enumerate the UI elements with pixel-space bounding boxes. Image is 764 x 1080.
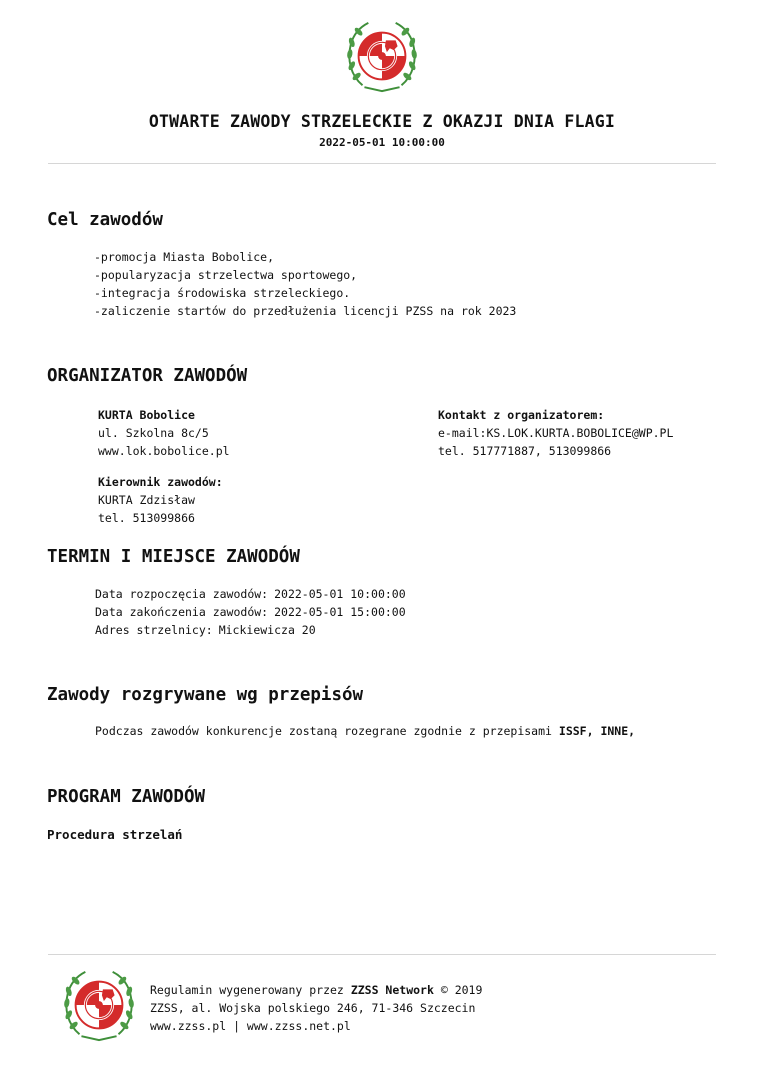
organizer-contact: [438, 406, 673, 460]
footer-divider: [48, 954, 716, 955]
rules-regulations: ISSF, INNE,: [558, 724, 636, 738]
footer-generator-link[interactable]: ZZSS Network: [350, 983, 434, 997]
organizer-name: KURTA Bobolice: [98, 408, 195, 422]
target-shield-icon: [359, 33, 406, 80]
end-value: 2022-05-01 15:00:00: [274, 605, 406, 619]
contact-phone: tel. 517771887, 513099866: [438, 444, 612, 458]
manager-name: KURTA Zdzisław: [98, 493, 195, 507]
rules-text: [95, 722, 635, 740]
schedule-end-row: [95, 603, 406, 621]
footer-text: [150, 981, 482, 1035]
header-divider: [48, 163, 716, 164]
manager-phone: tel. 513099866: [98, 511, 195, 525]
organizer-website: www.lok.bobolice.pl: [98, 444, 230, 458]
program-heading: PROGRAM ZAWODÓW: [47, 787, 206, 807]
contact-email: e-mail:KS.LOK.KURTA.BOBOLICE@WP.PL: [438, 426, 674, 440]
schedule-heading: TERMIN I MIEJSCE ZAWODÓW: [47, 547, 300, 567]
footer-generated-row: [150, 981, 482, 999]
venue-value: Mickiewicza 20: [218, 623, 316, 637]
start-value: 2022-05-01 10:00:00: [274, 587, 406, 601]
goals-heading: Cel zawodów: [47, 210, 163, 230]
schedule-venue-row: [95, 621, 406, 639]
rules-description: Podczas zawodów konkurencje zostaną rozegrane zgodnie z przepisami: [95, 724, 552, 738]
start-label: Data rozpoczęcia zawodów:: [95, 587, 269, 601]
document-datetime: 2022-05-01 10:00:00: [319, 136, 445, 149]
schedule-details: [95, 585, 406, 639]
footer-emblem-icon: [60, 966, 138, 1044]
venue-label: Adres strzelnicy:: [95, 623, 213, 637]
goals-item: -popularyzacja strzelectwa sportowego,: [94, 268, 358, 282]
goals-item: -zaliczenie startów do przedłużenia licencji PZSS na rok 2023: [94, 304, 517, 318]
manager-info: [98, 473, 223, 527]
footer-copyright: © 2019: [440, 983, 483, 997]
rules-heading: Zawody rozgrywane wg przepisów: [47, 685, 364, 705]
club-emblem-icon: [343, 17, 421, 95]
goals-item: -promocja Miasta Bobolice,: [94, 250, 275, 264]
target-shield-icon: [76, 982, 123, 1029]
goals-list: [94, 248, 516, 320]
manager-label: Kierownik zawodów:: [98, 475, 223, 489]
document-title: OTWARTE ZAWODY STRZELECKIE Z OKAZJI DNIA FLAGI: [148, 112, 616, 131]
end-label: Data zakończenia zawodów:: [95, 605, 269, 619]
organizer-address: ul. Szkolna 8c/5: [98, 426, 209, 440]
footer-links[interactable]: www.zzss.pl | www.zzss.net.pl: [150, 1019, 351, 1033]
organizer-info: [98, 406, 230, 460]
schedule-start-row: [95, 585, 406, 603]
contact-label: Kontakt z organizatorem:: [438, 408, 605, 422]
organizer-heading: ORGANIZATOR ZAWODÓW: [47, 366, 248, 386]
footer-address: ZZSS, al. Wojska polskiego 246, 71-346 Szczecin: [150, 1001, 476, 1015]
program-subheading: Procedura strzelań: [47, 827, 183, 842]
footer-generated-prefix: Regulamin wygenerowany przez: [150, 983, 344, 997]
goals-item: -integracja środowiska strzeleckiego.: [94, 286, 351, 300]
